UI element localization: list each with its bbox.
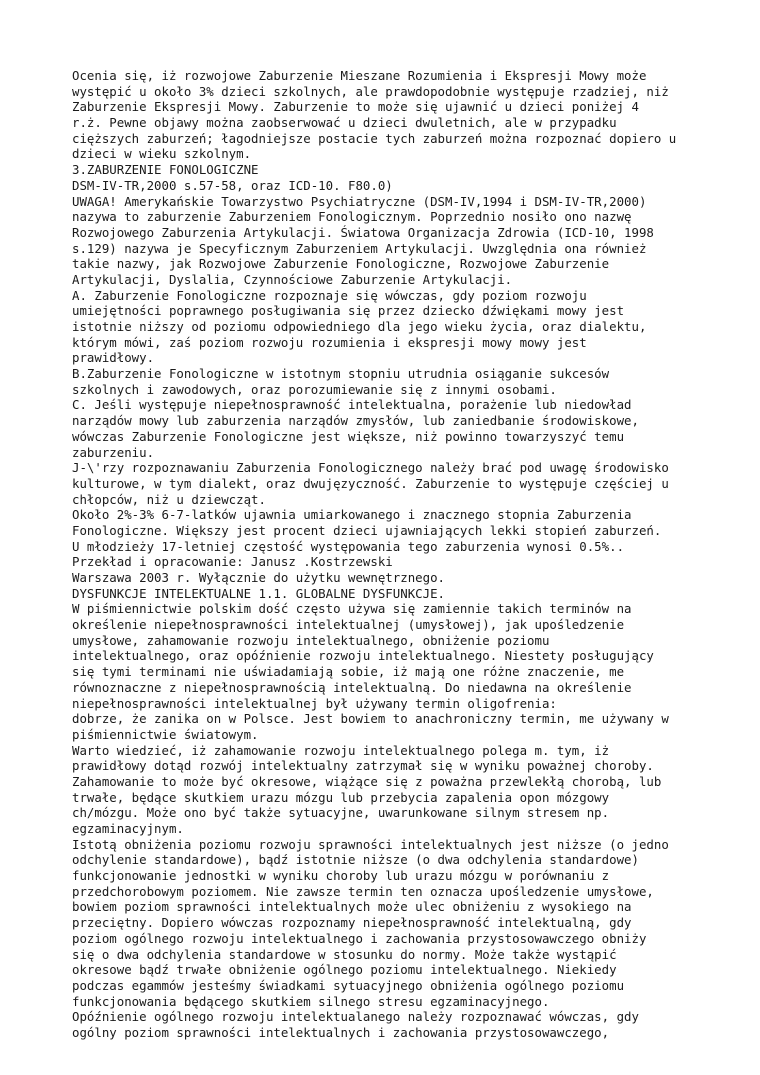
- text-line: C. Jeśli występuje niepełnosprawność intelektualna, porażenie lub niedowład: [72, 397, 632, 413]
- text-line: podczas egammów jesteśmy świadkami sytuacyjnego obniżenia ogólnego poziomu: [72, 977, 625, 993]
- text-line: trwałe, będące skutkiem urazu mózgu lub przebycia zapalenia opon mózgowy: [72, 789, 610, 805]
- text-line: r.ż. Pewne objawy można zaobserwować u dzieci dwuletnich, ale w przypadku: [72, 115, 617, 131]
- text-line: cięższych zaburzeń; łagodniejsze postacie tych zaburzeń można rozpoznać dopiero u: [72, 130, 677, 146]
- text-line: 3.ZABURZENIE FONOLOGICZNE: [72, 162, 259, 178]
- text-line: niepełnosprawności intelektualnej był używany termin oligofrenia:: [72, 695, 557, 711]
- text-line: Istotą obniżenia poziomu rozwoju sprawności intelektualnych jest niższe (o jedno: [72, 836, 669, 852]
- text-line: przeciętny. Dopiero wówczas rozpoznamy niepełnosprawność intelektualną, gdy: [72, 915, 632, 931]
- text-line: DSM-IV-TR,2000 s.57-58, oraz ICD-10. F80.0): [72, 177, 393, 193]
- text-line: Zaburzenie Ekspresji Mowy. Zaburzenie to może się ujawnić u dzieci poniżej 4: [72, 99, 639, 115]
- text-line: Artykulacji, Dyslalia, Czynnościowe Zaburzenie Artykulacji.: [72, 271, 513, 287]
- text-line: występić u około 3% dzieci szkolnych, ale prawdopodobnie występuje rzadziej, niż: [72, 83, 669, 99]
- text-line: funkcjonowania będącego skutkiem silnego stresu egzaminacyjnego.: [72, 993, 550, 1009]
- text-line: nazywa to zaburzenie Zaburzeniem Fonologicznym. Poprzednio nosiło ono nazwę: [72, 209, 632, 225]
- text-line: ogólny poziom sprawności intelektualnych i zachowania przystosowawczego,: [72, 1024, 610, 1040]
- text-line: chłopców, niż u dziewcząt.: [72, 491, 266, 507]
- text-line: kulturowe, w tym dialekt, oraz dwujęzyczność. Zaburzenie to występuje częściej u: [72, 475, 669, 491]
- text-line: Rozwojowego Zaburzenia Artykulacji. Światowa Organizacja Zdrowia (ICD-10, 1998: [72, 224, 654, 240]
- text-line: W piśmiennictwie polskim dość często używa się zamiennie takich terminów na: [72, 601, 632, 617]
- text-line: okresowe bądź trwałe obniżenie ogólnego poziomu intelektualnego. Niekiedy: [72, 962, 617, 978]
- text-line: się o dwa odchylenia standardowe w stosunku do normy. Może także wystąpić: [72, 946, 617, 962]
- text-line: s.129) nazywa je Specyficznym Zaburzeniem Artykulacji. Uwzględnia ona również: [72, 240, 647, 256]
- text-line: piśmiennictwie światowym.: [72, 726, 259, 742]
- text-line: istotnie niższy od poziomu odpowiedniego dla jego wieku życia, oraz dialektu,: [72, 319, 647, 334]
- text-line: określenie niepełnosprawności intelektualnej (umysłowej), jak upośledzenie: [72, 617, 625, 633]
- text-line: umiejętności poprawnego posługiwania się przez dziecko dźwiękami mowy jest: [72, 303, 625, 319]
- text-line: bowiem poziom sprawności intelektualnych może ulec obniżeniu z wysokiego na: [72, 899, 632, 915]
- text-line: Przekład i opracowanie: Janusz .Kostrzewski: [72, 554, 393, 570]
- text-line: umysłowe, zahamowanie rozwoju intelektualnego, obniżenie poziomu: [72, 632, 550, 648]
- text-line: którym mówi, zaś poziom rozwoju rozumienia i ekspresji mowy mowy jest: [72, 334, 587, 350]
- text-line: ch/mózgu. Może ono być także sytuacyjne, uwarunkowane silnym stresem np.: [72, 805, 610, 821]
- text-line: przedchorobowym poziomem. Nie zawsze termin ten oznacza upośledzenie umysłowe,: [72, 883, 654, 899]
- text-line: J-\'rzy rozpoznawaniu Zaburzenia Fonologicznego należy brać pod uwagę środowisko: [72, 460, 669, 476]
- text-line: UWAGA! Amerykańskie Towarzystwo Psychiatryczne (DSM-IV,1994 i DSM-IV-TR,2000): [72, 193, 647, 209]
- text-line: Opóźnienie ogólnego rozwoju intelektualanego należy rozpoznawać wówczas, gdy: [72, 1009, 639, 1025]
- text-line: odchylenie standardowe), bądź istotnie niższe (o dwa odchylenia standardowe): [72, 852, 639, 868]
- text-line: Ocenia się, iż rozwojowe Zaburzenie Mieszane Rozumienia i Ekspresji Mowy może: [72, 68, 647, 83]
- text-line: dzieci w wieku szkolnym.: [72, 146, 252, 162]
- text-line: DYSFUNKCJE INTELEKTUALNE 1.1. GLOBALNE DYSFUNKCJE.: [72, 585, 445, 601]
- text-line: intelektualnego, oraz opóźnienie rozwoju intelektualnego. Niestety posługujący: [72, 648, 654, 664]
- text-line: egzaminacyjnym.: [72, 821, 184, 836]
- text-line: dobrze, że zanika on w Polsce. Jest bowiem to anachroniczny termin, me używany w: [72, 711, 669, 727]
- text-line: zaburzeniu.: [72, 444, 155, 460]
- text-line: funkcjonowanie jednostki w wyniku choroby lub urazu mózgu w porównaniu z: [72, 868, 610, 884]
- text-line: Fonologiczne. Większy jest procent dzieci ujawniających lekki stopień zaburzeń.: [72, 522, 662, 538]
- text-line: prawidłowy.: [72, 350, 155, 366]
- text-line: Warszawa 2003 r. Wyłącznie do użytku wewnętrznego.: [72, 570, 445, 585]
- text-line: się tymi terminami nie uświadamiają sobie, iż mają one różne znaczenie, me: [72, 664, 625, 680]
- text-line: Około 2%-3% 6-7-latków ujawnia umiarkowanego i znacznego stopnia Zaburzenia: [72, 507, 632, 523]
- text-line: równoznaczne z niepełnosprawnością intelektualną. Do niedawna na określenie: [72, 679, 632, 695]
- text-line: takie nazwy, jak Rozwojowe Zaburzenie Fonologiczne, Rozwojowe Zaburzenie: [72, 256, 610, 272]
- text-line: wówczas Zaburzenie Fonologiczne jest większe, niż powinno towarzyszyć temu: [72, 428, 625, 444]
- text-line: szkolnych i zawodowych, oraz porozumiewanie się z innymi osobami.: [72, 381, 557, 397]
- text-line: U młodzieży 17-letniej częstość występowania tego zaburzenia wynosi 0.5%..: [72, 538, 625, 554]
- text-line: narządów mowy lub zaburzenia narządów zmysłów, lub zaniedbanie środowiskowe,: [72, 413, 639, 429]
- text-line: B.Zaburzenie Fonologiczne w istotnym stopniu utrudnia osiąganie sukcesów: [72, 366, 610, 382]
- text-line: prawidłowy dotąd rozwój intelektualny zatrzymał się w wyniku poważnej choroby.: [72, 758, 654, 774]
- text-line: Zahamowanie to może być okresowe, wiążące się z poważna przewlekłą chorobą, lub: [72, 773, 662, 789]
- text-line: Warto wiedzieć, iż zahamowanie rozwoju intelektualnego polega m. tym, iż: [72, 742, 610, 758]
- text-line: A. Zaburzenie Fonologiczne rozpoznaje się wówczas, gdy poziom rozwoju: [72, 287, 587, 303]
- text-line: poziom ogólnego rozwoju intelektualnego i zachowania przystosowawczego obniży: [72, 930, 647, 946]
- document-page: [72, 68, 732, 1041]
